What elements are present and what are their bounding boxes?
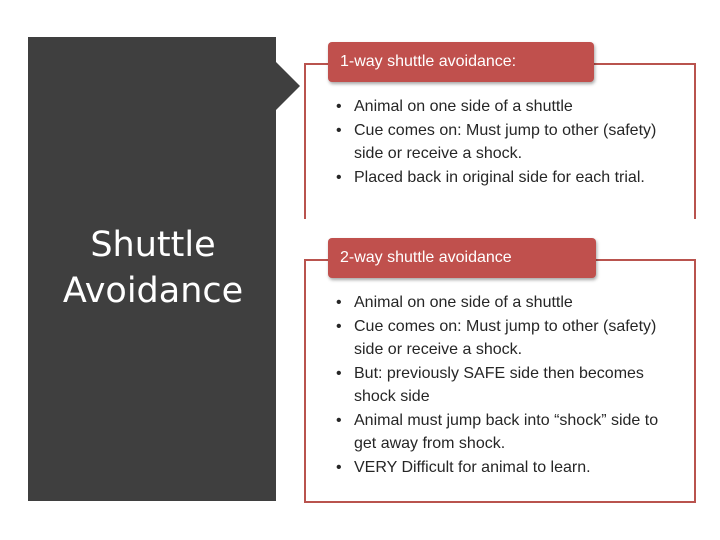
list-item: • Animal must jump back into “shock” side to get away from shock. — [334, 409, 664, 456]
list-item: • Animal on one side of a shuttle — [334, 291, 664, 315]
bullet-icon: • — [336, 411, 342, 429]
bullet-list-two-way — [334, 291, 664, 479]
list-item: • Animal on one side of a shuttle — [334, 95, 664, 119]
bullet-icon: • — [336, 168, 342, 186]
title-panel — [0, 0, 300, 540]
list-item: • VERY Difficult for animal to learn. — [334, 456, 664, 480]
bullet-icon: • — [336, 458, 342, 476]
bullet-list-one-way — [334, 95, 664, 189]
bullet-icon: • — [336, 121, 342, 139]
list-item: • Cue comes on: Must jump to other (safety) side or receive a shock. — [334, 119, 664, 166]
bullet-icon: • — [336, 98, 342, 115]
section-header-one-way: 1-way shuttle avoidance: — [328, 42, 594, 82]
list-item: • But: previously SAFE side then becomes shock side — [334, 362, 664, 409]
bullet-icon: • — [336, 294, 342, 311]
slide-title: Shuttle Avoidance — [62, 225, 244, 311]
list-item: • Cue comes on: Must jump to other (safety) side or receive a shock. — [334, 315, 664, 362]
bullet-icon: • — [336, 317, 342, 335]
bullet-icon: • — [336, 364, 342, 382]
list-item: • Placed back in original side for each trial. — [334, 166, 664, 190]
section-header-two-way: 2-way shuttle avoidance — [328, 238, 596, 278]
